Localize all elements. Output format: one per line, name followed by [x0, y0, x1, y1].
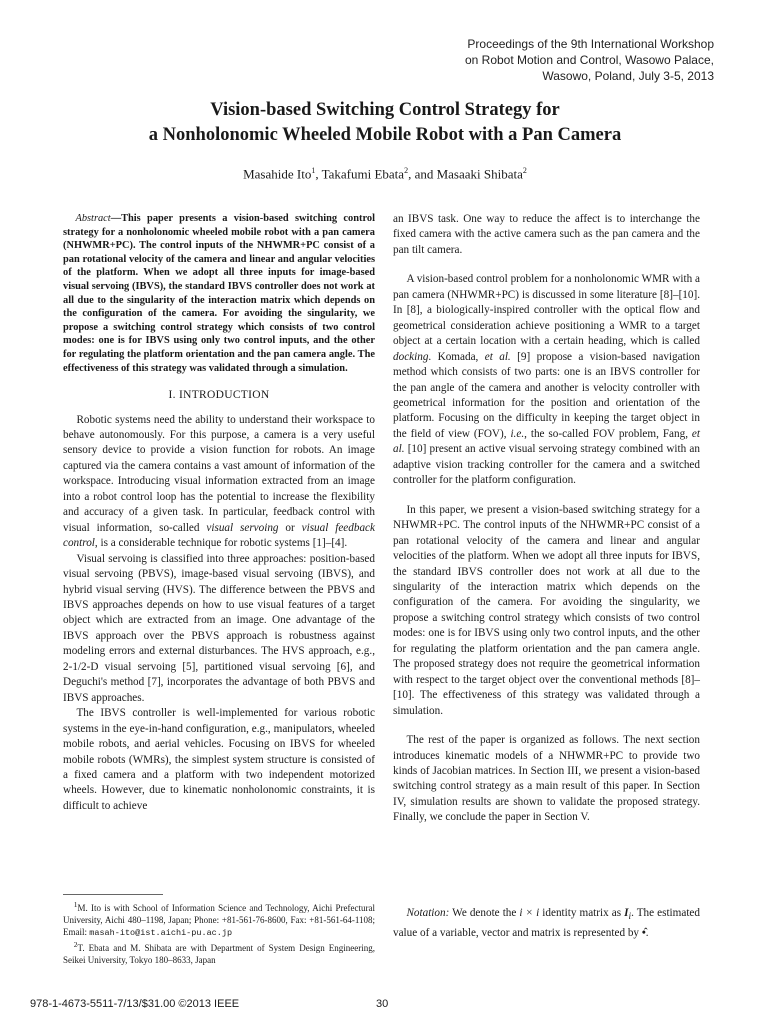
paragraph: The rest of the paper is organized as follows. The next section introduces kinematic models of a NHWMR+PC to provide two kinds of Jacobian matrices. In Section III, we present a vision-based switching control strategy as a main result of this paper. In Section IV, simulation results are shown to validate the proposed strategy. Finally, we conclude the paper in Section V. — [393, 734, 700, 824]
math-symbol: •̂ — [641, 926, 646, 939]
author-separator: , — [315, 166, 322, 182]
proceedings-header — [414, 36, 714, 84]
author-list — [40, 166, 730, 182]
proceedings-line: Proceedings of the 9th International Workshop — [467, 37, 714, 51]
paragraph: The IBVS controller is well-implemented for various robotic systems in the eye-in-hand configuration, e.g., manipulators, wheeled mobile robots, and aerial vehicles. Focusing on IBVS for wheeled mobile robots (WMRs), the simplest system structure is consisted of a fixed camera and a platform with two independent motorized wheels. However, due to kinematic nonholonomic constraints, it is difficult to achieve — [63, 707, 375, 812]
author-affiliation-mark: 2 — [404, 166, 409, 175]
abstract-label: Abstract — [75, 213, 111, 224]
paragraph-text: We denote the — [449, 907, 520, 919]
paragraph-text: Robotic systems need the ability to understand their workspace to behave autonomously. For this purpose, a camera is a very useful sensory device to provide a vision function for robots. An image captured via the camera contains a vast amount of information of the workspace. Introducing visual information extracted from an image into a robot control loop has the potential to increase the flexibility and accuracy of a given task. In particular, feedback control with visual information, so-called — [63, 413, 375, 534]
math-expression: i × i — [519, 907, 540, 919]
author-name: Takafumi Ebata — [321, 166, 405, 182]
paragraph-text: A vision-based control problem for a nonholonomic WMR with a pan camera (NHWMR+PC) is discussed in some literature [8]–[10]. In [8], a biologically-inspired controller with the optical flow and geometrical consideration achieve positioning a WMR to a target object at a certain location with a certain heading, which is called — [393, 273, 700, 348]
emphasis: et al. — [393, 427, 700, 456]
paragraph-text: . Komada, — [428, 350, 485, 363]
emphasis: docking — [393, 350, 429, 363]
paragraph: an IBVS task. One way to reduce the affect is to interchange the fixed camera with the active camera such as the pan camera and the pan tilt camera. — [393, 213, 700, 256]
proceedings-line: on Robot Motion and Control, Wasowo Palace, — [464, 53, 714, 67]
notation-label: Notation: — [406, 907, 450, 919]
paper-title — [40, 98, 730, 148]
abstract — [63, 212, 375, 375]
footnote-mark: 1 — [73, 900, 78, 909]
notation-paragraph — [393, 906, 700, 941]
abstract-text: This paper presents a vision-based switching control strategy for a nonholonomic wheeled mobile robot with a pan camera (NHWMR+PC). The control inputs of the NHWMR+PC consist of a pan rotational velocity of the camera and linear and angular velocities of the platform. When we adopt all three inputs for image-based visual servoing (IBVS), the standard IBVS controller does not work at all due to the singularity of the interaction matrix which depends on the configuration of the camera. For avoiding the singularity, we propose a switching control strategy which consists of two control modes: one is for IBVS using only two control inputs, and the other for regulating the platform orientation and the pan camera angle. The effectiveness of this strategy was validated through a simulation. — [63, 213, 375, 374]
author-affiliation-mark: 2 — [522, 166, 527, 175]
paragraph-text: [9] propose a vision-based navigation method which consists of two parts: one is an IBVS controller for the pan angle of the camera and another is velocity controller with geometrical information for the position and orientation of the platform. Focusing on the difficulty in keeping the target object in the field of view (FOV), — [393, 350, 700, 440]
emphasis: visual feedback control — [63, 521, 375, 550]
footnote-text: T. Ebata and M. Shibata are with Department of System Design Engineering, Seikei University, Tokyo 180–8633, Japan — [63, 943, 375, 965]
author-name: Masaaki Shibata — [436, 166, 523, 182]
emphasis: i.e. — [510, 427, 525, 440]
footnote — [63, 899, 375, 939]
copyright-notice: 978-1-4673-5511-7/13/$31.00 ©2013 IEEE — [30, 998, 240, 1010]
math-symbol: I — [624, 907, 629, 919]
paragraph: In this paper, we present a vision-based switching strategy for a NHWMR+PC. The control inputs of the NHWMR+PC consist of a pan rotational velocity of the camera and linear and angular velocities of the platform. When we adopt all three inputs for IBVS, the standard IBVS controller does not work at all due to the singularity of the interaction matrix which depends on the configuration of the camera. For avoiding the singularity, we propose a switching control strategy which consists of two control modes: one is for IBVS using only two control inputs, and the other for regulating the platform orientation and the pan camera angle. The proposed strategy does not require the geometrical information with respect to the target object over the conventional methods [8]–[10]. The effectiveness of this strategy was validated through a simulation. — [393, 503, 700, 717]
paragraph — [393, 906, 700, 941]
paragraph: Visual servoing is classified into three approaches: position-based visual servoing (PBVS), image-based visual servoing (IBVS), and hybrid visual serving (HVS). The difference between the PBVS and IBVS approaches depends on how to use visual features of a target object which are extracted from an image. One advantage of the IBVS approach over the PBVS approach is robustness against modeling errors and external disturbances. The HVS approach, e.g., 2-1/2-D visual servoing [5], partitioned visual servoing [6], and Deguchi's method [7], incorporates the advantage of both PBVS and IBVS approaches. — [63, 552, 375, 704]
paragraph-text: , is a considerable technique for robotic systems [1]–[4]. — [94, 537, 348, 550]
footnote-rule — [63, 894, 163, 895]
paragraph-text: . The estimated value of a variable, vector and matrix is represented by — [393, 907, 700, 939]
footnote-text: M. Ito is with School of Information Science and Technology, Aichi Prefectural University, Aichi 480–1198, Japan; Phone: +81-561-76-8600, Fax: +81-561-64-1108; Email: — [63, 903, 375, 937]
abstract-dash: — — [110, 213, 122, 224]
paragraph — [393, 272, 700, 488]
left-column — [63, 212, 375, 814]
author-separator: , and — [408, 166, 437, 182]
footnote-mark: 2 — [73, 940, 78, 949]
proceedings-line: Wasowo, Poland, July 3-5, 2013 — [542, 69, 714, 83]
right-column — [393, 212, 700, 826]
paragraph-text: identity matrix as — [539, 907, 625, 919]
math-subscript: i — [628, 912, 632, 923]
page-number: 30 — [376, 998, 389, 1010]
section-heading: I. INTRODUCTION — [168, 389, 270, 402]
paragraph-text: , the so-called FOV problem, Fang, — [524, 427, 692, 440]
emphasis: et al. — [484, 350, 511, 363]
paragraph-text: [10] present an active visual servoing strategy combined with an adaptive vision tracking controller for the camera and a switched controller for the platform configuration. — [393, 443, 700, 487]
author-name: Masahide Ito — [243, 166, 312, 182]
emphasis: visual servoing — [206, 521, 279, 534]
footnote — [63, 939, 375, 966]
paragraph — [63, 413, 375, 552]
author-affiliation-mark: 1 — [311, 166, 316, 175]
email-address: masah-ito@ist.aichi-pu.ac.jp — [89, 928, 233, 938]
paragraph-text: . — [645, 926, 649, 939]
title-line: Vision-based Switching Control Strategy for — [210, 100, 560, 120]
title-line: a Nonholonomic Wheeled Mobile Robot with a Pan Camera — [148, 125, 622, 145]
paragraph-text: or — [278, 521, 302, 534]
footnotes — [63, 894, 375, 966]
